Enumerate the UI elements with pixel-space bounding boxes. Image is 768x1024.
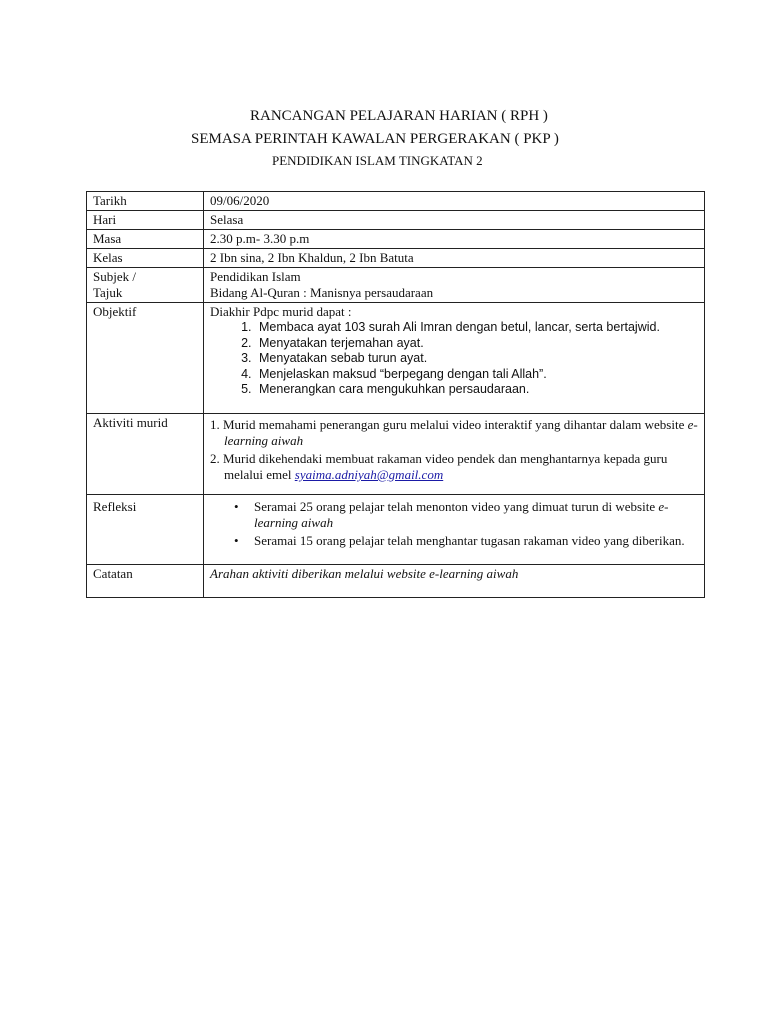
lesson-plan-table (86, 191, 705, 598)
value-catatan: Arahan aktiviti diberikan melalui website e-learning aiwah (204, 565, 705, 598)
list-item: 3. Menyatakan sebab turun ayat. (255, 351, 698, 367)
refleksi-list (210, 499, 698, 549)
value-hari: Selasa (204, 211, 705, 230)
aktiviti-list (210, 417, 698, 483)
refleksi-item1-text: Seramai 25 orang pelajar telah menonton video yang dimuat turun di website (254, 499, 659, 514)
objektif-list (210, 320, 698, 398)
list-item: 5. Menerangkan cara mengukuhkan persaudaraan. (255, 382, 698, 398)
label-subjek (87, 268, 204, 303)
label-tarikh: Tarikh (87, 192, 204, 211)
email-link[interactable]: syaima.adniyah@gmail.com (294, 467, 444, 482)
list-item: 4. Menjelaskan maksud “berpegang dengan tali Allah”. (255, 367, 698, 383)
value-refleksi (204, 495, 705, 565)
refleksi-item2-text: Seramai 15 orang pelajar telah menghantar tugasan rakaman video yang diberikan. (254, 533, 685, 548)
label-aktiviti: Aktiviti murid (87, 414, 204, 495)
row-tarikh (87, 192, 705, 211)
value-kelas: 2 Ibn sina, 2 Ibn Khaldun, 2 Ibn Batuta (204, 249, 705, 268)
label-refleksi: Refleksi (87, 495, 204, 565)
value-tarikh: 09/06/2020 (204, 192, 705, 211)
value-aktiviti (204, 414, 705, 495)
list-item (234, 533, 698, 549)
row-kelas (87, 249, 705, 268)
subject-heading: PENDIDIKAN ISLAM TINGKATAN 2 (272, 153, 483, 168)
label-catatan: Catatan (87, 565, 204, 598)
aktiviti-item1-text: 1. Murid memahami penerangan guru melalui video interaktif yang dihantar dalam website (210, 417, 688, 432)
list-item (210, 417, 698, 449)
label-masa: Masa (87, 230, 204, 249)
label-subjek-line2: Tajuk (93, 285, 123, 300)
label-objektif: Objektif (87, 303, 204, 414)
list-item: 1. Membaca ayat 103 surah Ali Imran dengan betul, lancar, serta bertajwid. (255, 320, 698, 336)
value-subjek-line1: Pendidikan Islam (210, 269, 301, 284)
bullet-icon: • (234, 533, 239, 548)
document-title: RANCANGAN PELAJARAN HARIAN ( RPH ) (250, 108, 548, 124)
row-masa (87, 230, 705, 249)
refleksi-item1-website: e-learning aiwah (254, 499, 669, 530)
list-item: 2. Menyatakan terjemahan ayat. (255, 336, 698, 352)
aktiviti-item1-website: e-learning aiwah (224, 417, 698, 448)
bullet-icon: • (234, 499, 239, 514)
list-item (234, 499, 698, 531)
value-subjek-line2: Bidang Al-Quran : Manisnya persaudaraan (210, 285, 434, 300)
label-subjek-line1: Subjek / (93, 269, 136, 284)
value-subjek (204, 268, 705, 303)
list-item (210, 451, 698, 483)
row-hari (87, 211, 705, 230)
label-hari: Hari (87, 211, 204, 230)
aktiviti-item2-text: 2. Murid dikehendaki membuat rakaman video pendek dan menghantarnya kepada guru melalui emel (210, 451, 668, 482)
row-objektif (87, 303, 705, 414)
objektif-intro: Diakhir Pdpc murid dapat : (210, 304, 352, 319)
document-subtitle: SEMASA PERINTAH KAWALAN PERGERAKAN ( PKP ) (191, 131, 559, 147)
value-masa: 2.30 p.m- 3.30 p.m (204, 230, 705, 249)
row-subjek (87, 268, 705, 303)
row-refleksi (87, 495, 705, 565)
row-aktiviti (87, 414, 705, 495)
row-catatan (87, 565, 705, 598)
value-objektif (204, 303, 705, 414)
label-kelas: Kelas (87, 249, 204, 268)
